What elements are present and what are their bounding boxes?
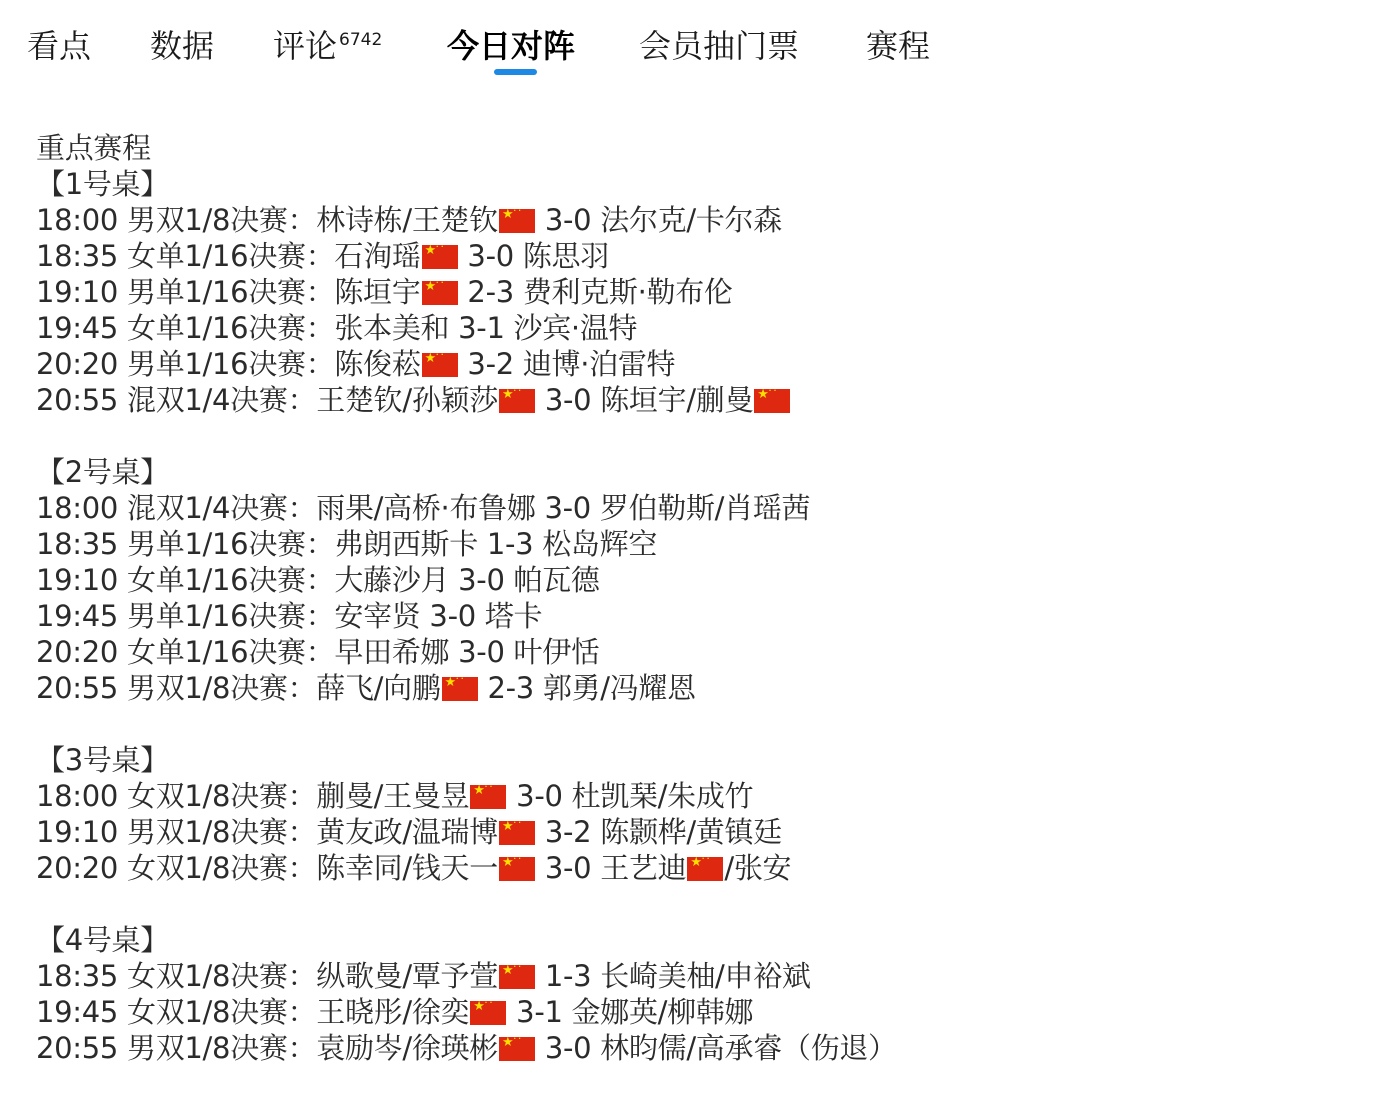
section-spacer xyxy=(36,886,1376,922)
match-text: 2-3 郭勇/冯耀恩 xyxy=(478,671,696,705)
match-text: 20:20 女单1/16决赛：早田希娜 3-0 叶伊恬 xyxy=(36,635,600,669)
match-row xyxy=(36,634,1376,670)
match-row xyxy=(36,850,1376,886)
match-text: 19:10 男双1/8决赛：黄友政/温瑞博 xyxy=(36,815,498,849)
match-row xyxy=(36,526,1376,562)
match-text: /张安 xyxy=(724,851,792,885)
match-text: 18:00 男双1/8决赛：林诗栋/王楚钦 xyxy=(36,203,498,237)
match-row xyxy=(36,814,1376,850)
match-text: 20:55 男双1/8决赛：袁励岑/徐瑛彬 xyxy=(36,1031,498,1065)
match-row xyxy=(36,274,1376,310)
match-text: 18:00 混双1/4决赛：雨果/高桥·布鲁娜 3-0 罗伯勒斯/肖瑶茜 xyxy=(36,491,811,525)
match-text: 18:35 女双1/8决赛：纵歌曼/覃予萱 xyxy=(36,959,498,993)
match-row xyxy=(36,994,1376,1030)
match-text: 19:45 男单1/16决赛：安宰贤 3-0 塔卡 xyxy=(36,599,543,633)
match-text: 18:35 男单1/16决赛：弗朗西斯卡 1-3 松岛辉空 xyxy=(36,527,658,561)
comment-count-badge: 6742 xyxy=(339,30,383,50)
match-text: 3-0 陈思羽 xyxy=(458,239,609,273)
tab-highlights[interactable]: 看点 xyxy=(27,27,92,65)
table-section-label: 【2号桌】 xyxy=(36,455,169,489)
match-row xyxy=(36,778,1376,814)
china-flag-icon xyxy=(499,209,535,233)
match-text: 18:00 女双1/8决赛：蒯曼/王曼昱 xyxy=(36,779,470,813)
schedule-content xyxy=(36,130,1376,1066)
table-section-label: 【3号桌】 xyxy=(36,743,169,777)
match-text: 3-0 王艺迪 xyxy=(535,851,687,885)
match-text: 20:20 女双1/8决赛：陈幸同/钱天一 xyxy=(36,851,498,885)
china-flag-icon xyxy=(499,821,535,845)
match-text: 3-0 杜凯琹/朱成竹 xyxy=(507,779,754,813)
section-spacer xyxy=(36,418,1376,454)
match-text: 3-0 林昀儒/高承睿（伤退） xyxy=(535,1031,897,1065)
match-text: 19:45 女双1/8决赛：王晓彤/徐奕 xyxy=(36,995,470,1029)
match-row xyxy=(36,382,1376,418)
match-text: 3-2 陈颢桦/黄镇廷 xyxy=(535,815,782,849)
tab-data[interactable]: 数据 xyxy=(150,27,215,65)
china-flag-icon xyxy=(442,677,478,701)
tab-member-tickets[interactable]: 会员抽门票 xyxy=(639,27,800,65)
match-text: 19:10 女单1/16决赛：大藤沙月 3-0 帕瓦德 xyxy=(36,563,600,597)
tab-bar xyxy=(0,0,1400,90)
match-text: 3-1 金娜英/柳韩娜 xyxy=(507,995,754,1029)
match-text: 3-2 迪博·泊雷特 xyxy=(458,347,676,381)
china-flag-icon xyxy=(470,1001,506,1025)
match-text: 19:10 男单1/16决赛：陈垣宇 xyxy=(36,275,421,309)
match-row xyxy=(36,490,1376,526)
section-spacer xyxy=(36,706,1376,742)
china-flag-icon xyxy=(422,281,458,305)
china-flag-icon xyxy=(499,389,535,413)
match-row xyxy=(36,562,1376,598)
china-flag-icon xyxy=(754,389,790,413)
china-flag-icon xyxy=(687,857,723,881)
match-text: 20:55 男双1/8决赛：薛飞/向鹏 xyxy=(36,671,441,705)
match-text: 19:45 女单1/16决赛：张本美和 3-1 沙宾·温特 xyxy=(36,311,638,345)
china-flag-icon xyxy=(499,857,535,881)
table-section-label: 【1号桌】 xyxy=(36,167,169,201)
china-flag-icon xyxy=(422,245,458,269)
match-text: 20:55 混双1/4决赛：王楚钦/孙颖莎 xyxy=(36,383,498,417)
table-section-label: 【4号桌】 xyxy=(36,923,169,957)
match-row xyxy=(36,310,1376,346)
match-row xyxy=(36,1030,1376,1066)
match-row xyxy=(36,202,1376,238)
match-text: 20:20 男单1/16决赛：陈俊菘 xyxy=(36,347,421,381)
match-row xyxy=(36,670,1376,706)
match-text: 1-3 长崎美柚/申裕斌 xyxy=(535,959,811,993)
schedule-heading: 重点赛程 xyxy=(36,131,151,165)
match-text: 18:35 女单1/16决赛：石洵瑶 xyxy=(36,239,421,273)
china-flag-icon xyxy=(499,1037,535,1061)
match-text: 3-0 陈垣宇/蒯曼 xyxy=(535,383,754,417)
active-tab-indicator xyxy=(494,69,537,75)
match-row xyxy=(36,238,1376,274)
china-flag-icon xyxy=(499,965,535,989)
tab-schedule[interactable]: 赛程 xyxy=(866,27,931,65)
tab-comments[interactable] xyxy=(273,24,382,74)
match-row xyxy=(36,598,1376,634)
match-text: 2-3 费利克斯·勒布伦 xyxy=(458,275,733,309)
match-row xyxy=(36,346,1376,382)
tab-today-matches[interactable]: 今日对阵 xyxy=(447,27,576,65)
china-flag-icon xyxy=(422,353,458,377)
match-text: 3-0 法尔克/卡尔森 xyxy=(535,203,782,237)
tab-comments-label: 评论 xyxy=(273,27,338,65)
china-flag-icon xyxy=(470,785,506,809)
match-row xyxy=(36,958,1376,994)
